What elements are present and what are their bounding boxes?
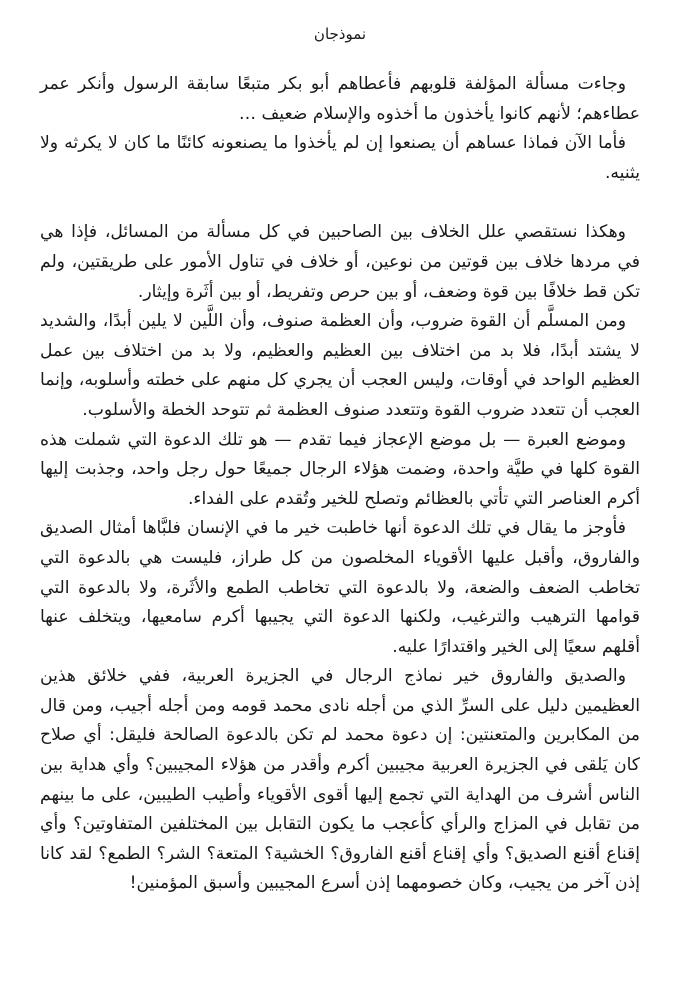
paragraph-4: ومن المسلَّم أن القوة ضروب، وأن العظمة صنوف، وأن اللَّين لا يلين أبدًا، والشديد لا يشتد أبدًا، فلا بد من اختلاف بين العظيم والعظيم، ولا بد من اختلاف بين عمل العظيم الواحد في أوقات، وليس العجب أن يجري كل منهم على خطته وأسلوبه، وإنما العجب أن تتعدد ضروب القوة وتتعدد صنوف العظمة ثم تتوحد الخطة والأسلوب. <box>40 311 640 420</box>
running-title: نموذجان <box>313 25 367 43</box>
paragraph-3: وهكذا نستقصي علل الخلاف بين الصاحبين في كل مسألة من المسائل، فإذا هي في مردها خلاف بين قوتين من نوعين، أو خلاف في تناول الأمور على طريقتين، ولم تكن قط خلافًا بين قوة وضعف، أو بين حرص وتفريط، أو بين أثَرة وإيثار. <box>40 222 640 302</box>
paragraph-5: وموضع العبرة — بل موضع الإعجاز فيما تقدم — هو تلك الدعوة التي شملت هذه القوة كلها في طيَّة واحدة، وضمت هؤلاء الرجال جميعًا حول رجل واحد، وجذبت إليها أكرم العناصر التي تأتي بالعظائم وتصلح للخير وتُقدم على الفداء. <box>40 429 640 509</box>
paragraph-6: فأوجز ما يقال في تلك الدعوة أنها خاطبت خير ما في الإنسان فلبَّاها أمثال الصديق والفاروق، وأقبل عليها الأقوياء المخلصون من كل طراز، فليست هي بالدعوة التي تخاطب الضعف والضعة، ولا بالدعوة التي تخاطب الطمع والأثَرة، ولا بالدعوة التي قوامها الترهيب والترغيب، ولكنها الدعوة التي يجيبها أكرم سامعيها، ويتخلف عنها أقلهم سعيًا إلى الخير واقتدارًا عليه. <box>40 518 640 657</box>
paragraph-1: وجاءت مسألة المؤلفة قلوبهم فأعطاهم أبو بكر متبعًا سابقة الرسول وأنكر عمر عطاءهم؛ لأنهم كانوا يأخذون ما أخذوه والإسلام ضعيف … <box>40 74 640 124</box>
paragraph-2: فأما الآن فماذا عساهم أن يصنعوا إن لم يأخذوا ما يصنعونه كائنًا ما كان لا يكرثه ولا يثنيه. <box>40 133 640 183</box>
section-break <box>40 188 640 218</box>
paragraph-7: والصديق والفاروق خير نماذج الرجال في الجزيرة العربية، ففي خلائق هذين العظيمين دليل على السرِّ الذي من أجله نادى محمد قومه ومن أجله أجيب، ومن قال من المكابرين والمتعنتين: إن دعوة محمد لم تكن بالدعوة الصالحة فليقل: أي صلاح كان يَلقى في الجزيرة العربية مجيبين أكرم وأقدر من هؤلاء المجيبين؟ وأي هداية بين الناس أشرف من الهداية التي تجمع إليها أقوى الأقوياء وأطيب الطيبين، على ما بينهم من تقابل في المزاج والرأي كأعجب ما يكون التقابل بين المختلفين المتفاوتين؟ وأي إقناع أقنع الصديق؟ وأي إقناع أقنع الفاروق؟ الخشية؟ المتعة؟ الشر؟ الطمع؟ لقد كانا إذن آخر من يجيب، وكان خصومهما إذن أسرع المجيبين وأسبق المؤمنين! <box>40 666 640 894</box>
